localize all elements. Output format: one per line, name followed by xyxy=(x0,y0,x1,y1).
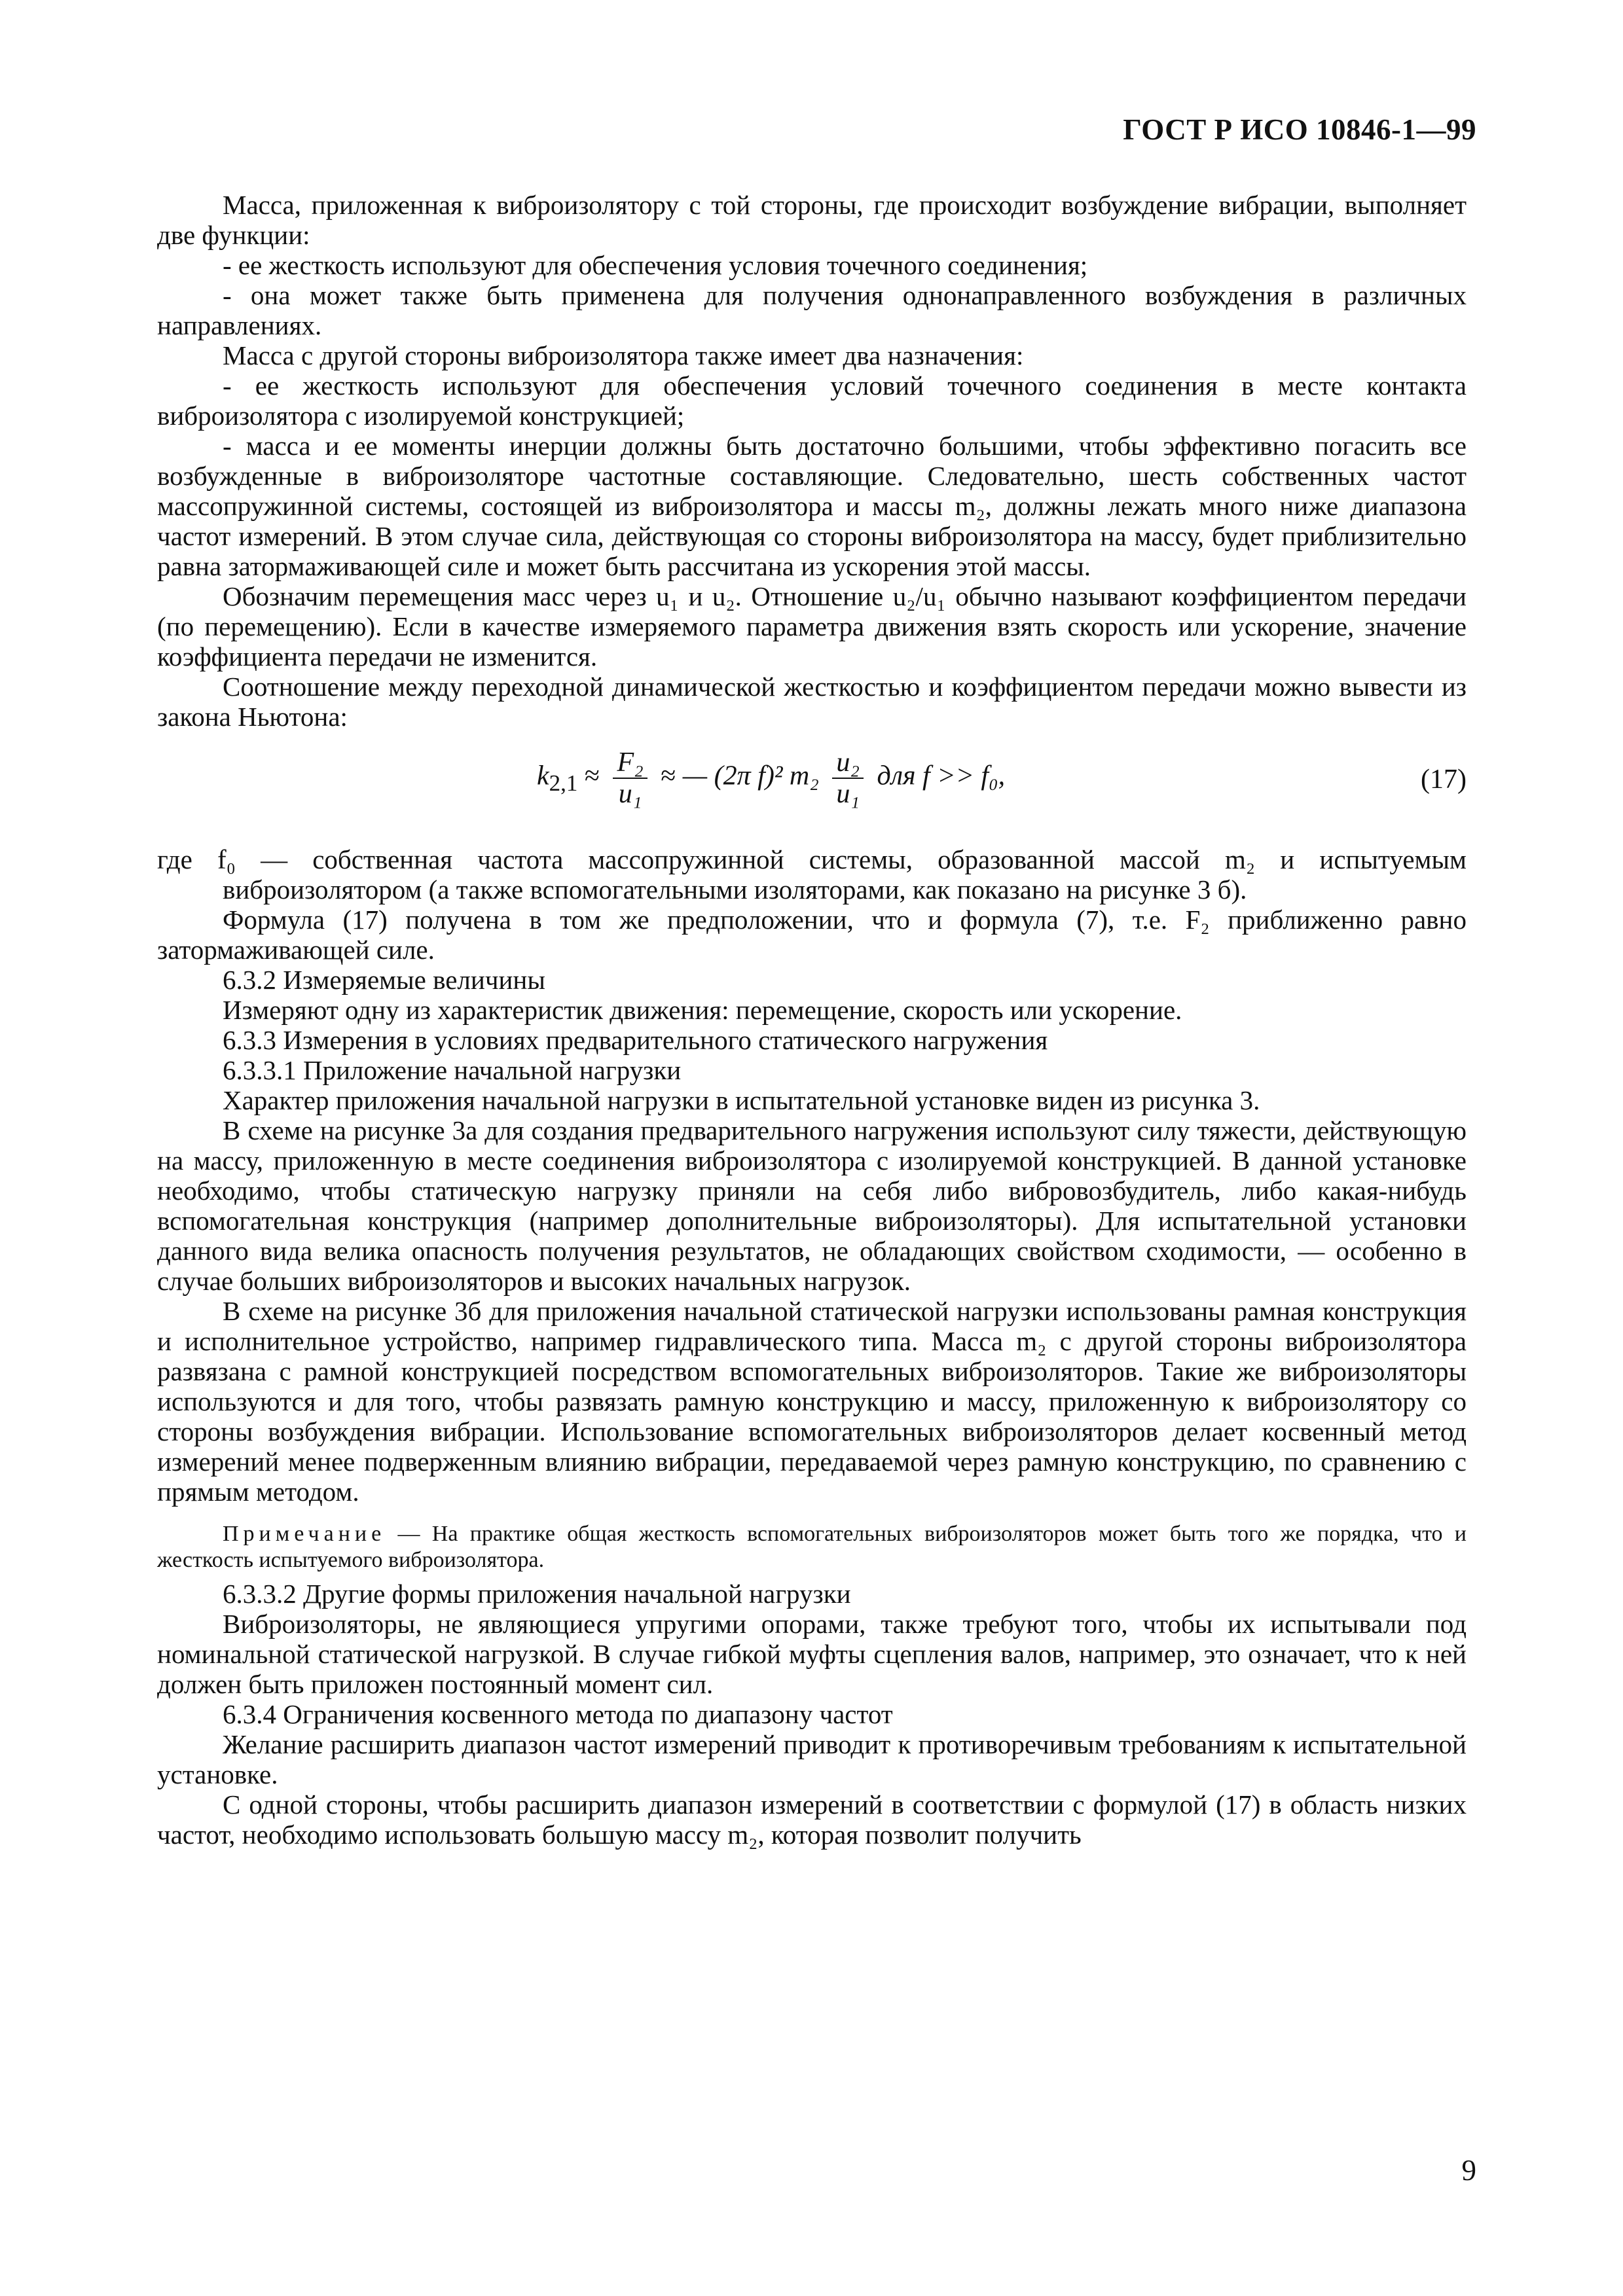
paragraph: Желание расширить диапазон частот измерений приводит к противоречивым требованиям к испытательной установке. xyxy=(157,1729,1467,1789)
formula-number: (17) xyxy=(1421,764,1467,795)
fraction-denominator: u₁ xyxy=(618,779,642,809)
list-item: - ее жесткость используют для обеспечения условий точечного соединения в месте контакта виброизолятора с изолируемой конструкцией; xyxy=(157,370,1467,431)
fraction-numerator: F₂ xyxy=(613,747,647,779)
fraction-denominator: u₁ xyxy=(836,779,860,809)
paragraph: Масса, приложенная к виброизолятору с той стороны, где происходит возбуждение вибрации, выполняет две функции: xyxy=(157,190,1467,250)
section-heading: 6.3.3.1 Приложение начальной нагрузки xyxy=(223,1055,682,1085)
paragraph: Масса с другой стороны виброизолятора также имеет два назначения: xyxy=(223,340,1024,370)
fraction-force-displacement xyxy=(613,747,647,809)
formula-condition: для f >> f₀, xyxy=(877,761,1006,791)
section-heading: 6.3.4 Ограничения косвенного метода по диапазону частот xyxy=(223,1699,893,1729)
approx-sign: ≈ xyxy=(584,761,600,791)
formula-explanation: где f₀ — собственная частота массопружинной системы, образованной массой m₂ и испытуемым виброизолятором (а также вспомогательными изоляторами, как показано на рисунке 3 б). xyxy=(157,844,1467,905)
fraction-numerator: u₂ xyxy=(832,747,864,779)
paragraph: С одной стороны, чтобы расширить диапазон измерений в соответствии с формулой (17) в область низких частот, необходимо использовать большую массу m₂, которая позволит получить xyxy=(157,1789,1467,1850)
section-heading: 6.3.2 Измеряемые величины xyxy=(223,965,545,995)
paragraph: В схеме на рисунке 3а для создания предварительного нагружения используют силу тяжести, действующую на массу, приложенную в месте соединения виброизолятора с изолируемой конструкцией. В данной установке необходимо, чтобы статическую нагрузку приняли на себя либо вибровозбудитель, либо какая-нибудь вспомогательная конструкция (например дополнительные виброизоляторы). Для испытательной установки данного вида велика опасность получения результатов, не обладающих свойством сходимости, — особенно в случае больших виброизоляторов и высоких начальных нагрузок. xyxy=(157,1115,1467,1296)
paragraph: Характер приложения начальной нагрузки в испытательной установке виден из рисунка 3. xyxy=(223,1085,1260,1115)
section-heading: 6.3.3.2 Другие формы приложения начальной нагрузки xyxy=(223,1579,851,1609)
note-text: — На практике общая жесткость вспомогательных виброизоляторов может быть того же порядка, что и жесткость испытуемого виброизолятора. xyxy=(157,1522,1467,1572)
formula-expression xyxy=(537,747,1005,809)
paragraph: Измеряют одну из характеристик движения: перемещение, скорость или ускорение. xyxy=(223,995,1182,1025)
standard-designation: ГОСТ Р ИСО 10846-1—99 xyxy=(1123,113,1476,146)
list-item: - масса и ее моменты инерции должны быть достаточно большими, чтобы эффективно погасить все возбужденные в виброизоляторе частотные составляющие. Следовательно, шесть собственных частот массопружинной системы, состоящей из виброизолятора и массы m₂, должны лежать много ниже диапазона частот измерений. В этом случае сила, действующая со стороны виброизолятора на массу, будет приблизительно равна затормаживающей силе и может быть рассчитана из ускорения этой массы. xyxy=(157,431,1467,581)
paragraph: Виброизоляторы, не являющиеся упругими опорами, также требуют того, чтобы их испытывали под номинальной статической нагрузкой. В случае гибкой муфты сцепления валов, например, это означает, что к ней должен быть приложен постоянный момент сил. xyxy=(157,1609,1467,1699)
formula-lhs: k xyxy=(537,761,549,791)
fraction-transmissibility xyxy=(832,747,864,809)
paragraph: Формула (17) получена в том же предположении, что и формула (7), т.е. F₂ приближенно равно затормаживающей силе. xyxy=(157,905,1467,965)
paragraph: В схеме на рисунке 3б для приложения начальной статической нагрузки использованы рамная конструкция и исполнительное устройство, например гидравлического типа. Масса m₂ с другой стороны виброизолятора развязана с рамной конструкцией посредством вспомогательных виброизоляторов. Такие же виброизоляторы используются и для того, чтобы развязать рамную конструкцию и массу, приложенную к виброизолятору со стороны возбуждения вибрации. Использование вспомогательных виброизоляторов делает косвенный метод измерений менее подверженным влиянию вибрации, передаваемой через рамную конструкцию, по сравнению с прямым методом. xyxy=(157,1296,1467,1507)
section-heading: 6.3.3 Измерения в условиях предварительного статического нагружения xyxy=(223,1025,1048,1055)
page-number: 9 xyxy=(1461,2154,1476,2187)
formula-lhs-subscript: 2,1 xyxy=(549,770,578,797)
page-body xyxy=(157,190,1467,1850)
formula-17 xyxy=(157,744,1467,835)
paragraph: Соотношение между переходной динамической жесткостью и коэффициентом передачи можно вывести из закона Ньютона: xyxy=(157,672,1467,732)
list-item: - она может также быть применена для получения однонаправленного возбуждения в различных направлениях. xyxy=(157,280,1467,340)
approx-sign: ≈ xyxy=(661,761,676,791)
paragraph: Обозначим перемещения масс через u₁ и u₂. Отношение u₂/u₁ обычно называют коэффициентом передачи (по перемещению). Если в качестве измеряемого параметра движения взять скорость или ускорение, значение коэффициента передачи не изменится. xyxy=(157,581,1467,672)
formula-rhs: — (2π f)² m₂ xyxy=(682,761,819,791)
list-item: - ее жесткость используют для обеспечения условия точечного соединения; xyxy=(223,250,1088,280)
note xyxy=(157,1521,1467,1573)
note-label: Примечание xyxy=(223,1522,386,1546)
